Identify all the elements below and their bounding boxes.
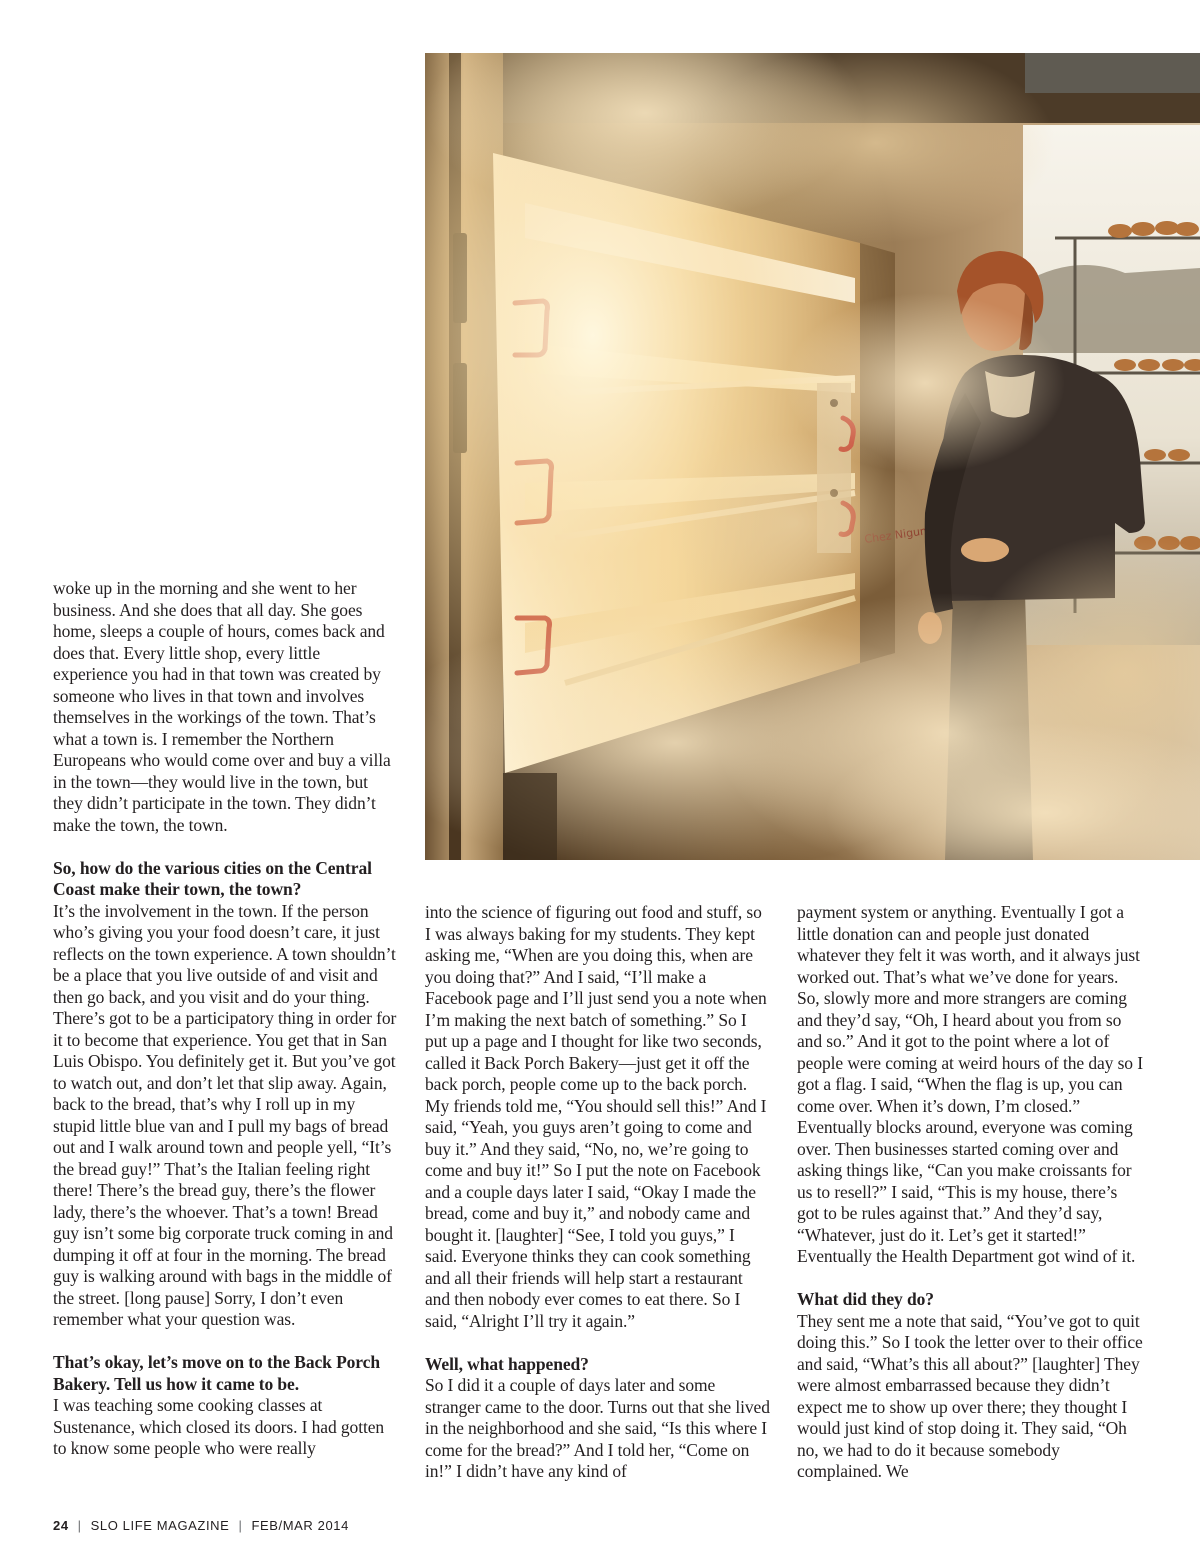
body-paragraph: So I did it a couple of days later and some stranger came to the door. Turns out that she lived in the neighborhood and she said, “Is this where I come for the bread?” And I told her, “Come on in!” I didn’t have any kind of xyxy=(425,1375,770,1481)
body-paragraph: woke up in the morning and she went to her business. And she does that all day. She goes home, sleeps a couple of hours, comes back and does that. Every little shop, every little experience you had in that town was created by someone who lives in that town and involves themselves in the workings of the town. That’s what a town is. I remember the Northern Europeans who would come over and buy a villa in the town—they would live in the town, but they didn’t participate in the town. They didn’t make the town, the town. xyxy=(53,578,391,835)
interview-question: That’s okay, let’s move on to the Back Porch Bakery. Tell us how it came to be. xyxy=(53,1352,380,1394)
body-paragraph: They sent me a note that said, “You’ve got to quit doing this.” So I took the letter over to their office and said, “What’s this all about?” [laughter] They were almost embarrassed because they didn’t expect me to show up over there; they thought I would just kind of stop doing it. They said, “Oh no, we had to do it because somebody complained. We xyxy=(797,1310,1143,1481)
footer-separator: | xyxy=(77,1518,82,1533)
article-column-3 xyxy=(797,902,1143,1483)
baker-oven-photo xyxy=(425,53,1200,860)
interview-question: What did they do? xyxy=(797,1289,934,1309)
body-paragraph: I was teaching some cooking classes at Sustenance, which closed its doors. I had gotten to know some people who were really xyxy=(53,1395,385,1458)
page-footer xyxy=(53,1518,349,1533)
interview-question: Well, what happened? xyxy=(425,1353,589,1374)
magazine-name: SLO LIFE MAGAZINE xyxy=(90,1518,230,1533)
article-column-1 xyxy=(53,578,399,1460)
body-paragraph: payment system or anything. Eventually I got a little donation can and people just donated whatever they felt it was worth, and it always just worked out. That’s what we’ve done for years. So, slowly more and more strangers are coming and they’d say, “Oh, I heard about you from so and so.” And it got to the point where a lot of people were coming at weird hours of the day so I got a flag. I said, “When the flag is up, you can come over. When it’s down, I’m closed.” Eventually blocks around, everyone was coming over. Then businesses started coming over and asking things like, “Can you make croissants for us to resell?” I said, “This is my house, there’s got to be rules against that.” And they’d say, “Whatever, just do it. Let’s get it started!” Eventually the Health Department got wind of it. xyxy=(797,902,1143,1266)
footer-separator: | xyxy=(238,1518,243,1533)
interview-question: So, how do the various cities on the Central Coast make their town, the town? xyxy=(53,857,372,899)
article-column-2 xyxy=(425,902,771,1483)
page-number: 24 xyxy=(53,1518,69,1533)
body-paragraph: It’s the involvement in the town. If the person who’s giving you your food doesn’t care, it just reflects on the town experience. A town shouldn’t be a place that you live outside of and visit and then go back, and you visit and do your thing. There’s got to be a participatory thing in order for it to become that experience. You get that in San Luis Obispo. You definitely get it. But you’ve got to watch out, and don’t let that slip away. Again, back to the bread, that’s why I roll up in my stupid little blue van and I pull my bags of bread out and I walk around town and people yell, “It’s the bread guy!” That’s the Italian feeling right there! There’s the bread guy, there’s the flower lady, there’s the whoever. That’s a town! Bread guy isn’t some big corporate truck coming in and dumping it off at four in the morning. The bread guy is walking around with bags in the middle of the street. [long pause] Sorry, I don’t even remember what your question was. xyxy=(53,900,397,1329)
issue-date: FEB/MAR 2014 xyxy=(251,1518,349,1533)
body-paragraph: into the science of figuring out food and stuff, so I was always baking for my students. They kept asking me, “When are you doing this, when are you doing that?” And I said, “I’ll make a Facebook page and I’ll just send you a note when I’m making the next batch of something.” So I put up a page and I thought for like two seconds, called it Back Porch Bakery—just get it off the back porch, people come up to the back porch. My friends told me, “You should sell this!” And I said, “Yeah, you guys aren’t going to come and buy it.” And they said, “No, no, we’re going to come and buy it!” So I put the note on Facebook and a couple days later I said, “Okay I made the bread, come and buy it,” and nobody came and bought it. [laughter] “See, I told you guys,” I said. Everyone thinks they can cook something and all their friends will help start a restaurant and then nobody ever comes to eat there. So I said, “Alright I’ll try it again.” xyxy=(425,902,767,1331)
